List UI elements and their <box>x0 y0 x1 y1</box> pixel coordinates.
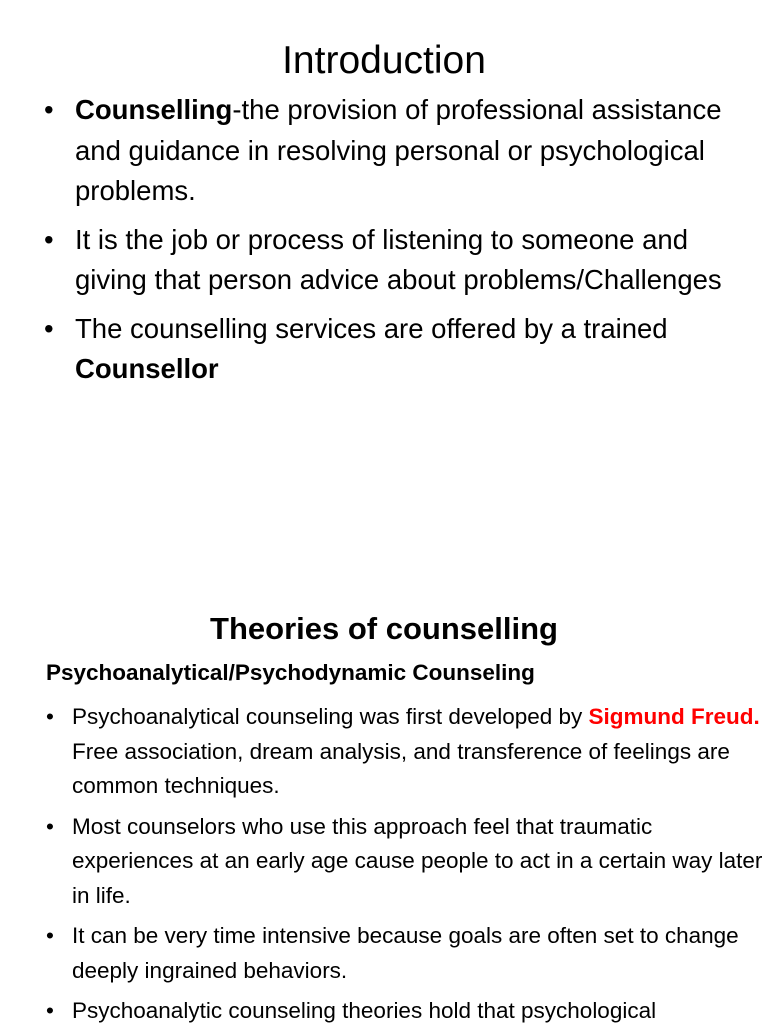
bullet-text-after: Free association, dream analysis, and transference of feelings are common techniques. <box>72 738 730 798</box>
bullet-text: It is the job or process of listening to someone and giving that person advice about problems/Challenges <box>75 223 722 295</box>
bullet-icon: • <box>46 923 54 948</box>
bullet-text: -the provision of professional assistance and guidance in resolving personal or psychological problems. <box>75 94 722 206</box>
bullet-text: Psychoanalytical counseling was first developed by <box>72 704 589 729</box>
bullet-item <box>46 810 766 914</box>
bullet-text: Psychoanalytic counseling theories hold that psychological <box>72 998 657 1023</box>
bullet-text: The counselling services are offered by a trained <box>75 312 668 344</box>
term-counselling: Counselling <box>75 94 233 125</box>
bullet-item <box>44 220 744 301</box>
bullet-item <box>46 994 766 1029</box>
bullet-icon: • <box>44 223 54 255</box>
bullet-icon: • <box>46 998 54 1023</box>
slide-title: Theories of counselling <box>210 611 558 646</box>
section-subheading: Psychoanalytical/Psychodynamic Counseling <box>46 660 535 685</box>
bullet-icon: • <box>46 813 54 839</box>
bullet-list <box>46 700 766 1035</box>
slide-title: Introduction <box>282 39 486 82</box>
bullet-icon: • <box>44 94 54 125</box>
bullet-text: Most counselors who use this approach feel that traumatic experiences at an early age cause people to act in a certain way later in life. <box>72 813 763 908</box>
highlight-name: Sigmund Freud. <box>588 704 760 729</box>
slide-theories <box>0 560 768 1024</box>
bullet-item <box>46 700 766 804</box>
term-counsellor: Counsellor <box>75 353 219 384</box>
bullet-text: It can be very time intensive because goals are often set to change deeply ingrained behaviors. <box>72 923 739 983</box>
bullet-item <box>46 919 766 988</box>
bullet-item <box>44 90 744 212</box>
bullet-item <box>44 309 744 390</box>
bullet-list <box>44 90 744 398</box>
bullet-icon: • <box>44 312 54 344</box>
bullet-icon: • <box>46 704 54 729</box>
